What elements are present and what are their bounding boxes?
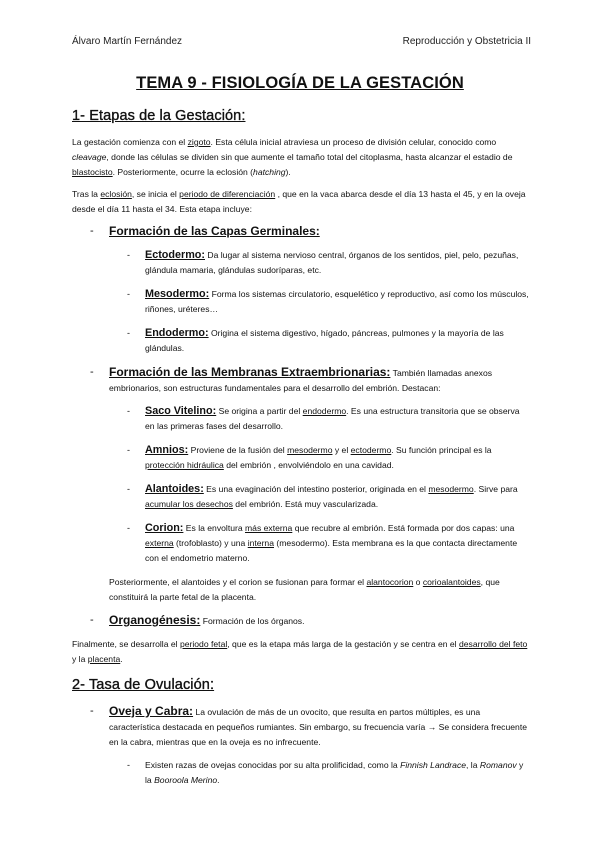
text: o: [413, 577, 423, 587]
dash-bullet: -: [127, 406, 130, 416]
course-name: Reproducción y Obstetricia II: [402, 36, 531, 47]
list-item-organogenesis: [72, 613, 531, 629]
text: Tras la: [72, 189, 101, 199]
text: Origina el sistema digestivo, hígado, páncreas, pulmones y la mayoría de las glándulas.: [145, 328, 504, 353]
alantocorion-paragraph: [72, 575, 531, 605]
term-ectodermo-ref: ectodermo: [350, 445, 392, 455]
term-alantocorion: alantocorion: [366, 577, 414, 587]
text: . Posteriormente, ocurre la eclosión (: [112, 167, 254, 177]
dash-bullet: -: [90, 225, 94, 237]
membranas-label: Formación de las Membranas Extraembrionarias:: [109, 365, 391, 379]
text: , donde las células se dividen sin que aumente el tamaño total del citoplasma, hasta alcanzar el estadio de: [106, 152, 513, 162]
term-saco-vitelino: Saco Vitelino:: [145, 405, 217, 417]
term-hatching: hatching: [253, 167, 286, 177]
term-mesodermo-ref: mesodermo: [287, 445, 333, 455]
text: y la: [72, 654, 88, 664]
term-periodo-fetal: periodo fetal: [179, 639, 228, 649]
list-item-membranas: [72, 365, 531, 396]
text: La gestación comienza con el: [72, 137, 188, 147]
text: , que es la etapa más larga de la gestación y se centra en el: [227, 639, 459, 649]
differentiation-paragraph: [72, 187, 531, 217]
term-alantoides: Alantoides:: [145, 483, 204, 495]
term-zigoto: zigoto: [187, 137, 211, 147]
term-interna: interna: [247, 538, 274, 548]
capas-label: Formación de las Capas Germinales:: [109, 224, 320, 238]
term-endodermo: Endodermo:: [145, 327, 209, 339]
text: que recubre al embrión. Está formada por dos capas: una: [292, 523, 515, 533]
section2-heading: 2- Tasa de Ovulación:: [72, 677, 215, 693]
text: Da lugar al sistema nervioso central, órganos de los sentidos, piel, pelo, pezuñas, glándula mamaria, glándulas sudoríparas, etc.: [145, 250, 519, 275]
dash-bullet: -: [127, 760, 130, 770]
text: La ovulación de más de un ovocito, que resulta en partos múltiples, es una característica destacada en pequeños rumiantes. Sin embargo, su frecuencia varía → Se considera frecuente en la cabra, mientras que en la oveja es no infrecuente.: [109, 707, 527, 747]
list-item-endodermo: [72, 326, 531, 356]
oveja-cabra-label: Oveja y Cabra:: [109, 704, 194, 718]
term-acumular: acumular los desechos: [145, 499, 233, 509]
organogenesis-label: Organogénesis:: [109, 613, 201, 627]
term-eclosion: eclosión: [100, 189, 132, 199]
list-item-oveja-cabra: [72, 704, 531, 750]
text: y la: [145, 760, 524, 785]
text: . Esta célula inicial atraviesa un proceso de división celular, conocido como: [210, 137, 497, 147]
text: (trofoblasto) y una: [173, 538, 248, 548]
dash-bullet: -: [127, 328, 130, 338]
text: .: [217, 775, 220, 785]
term-externa: externa: [145, 538, 174, 548]
term-placenta: placenta: [87, 654, 121, 664]
text: ).: [285, 167, 291, 177]
breed-romanov: Romanov: [479, 760, 517, 770]
dash-bullet: -: [127, 445, 130, 455]
author-name: Álvaro Martín Fernández: [72, 36, 183, 47]
list-item-alantoides: [72, 482, 531, 512]
text: . Es una estructura transitoria que se observa en las primeras fases del desarrollo.: [145, 406, 520, 431]
text: Existen razas de ovejas conocidas por su alta prolificidad, como la: [145, 760, 401, 770]
text: . Sirve para: [473, 484, 518, 494]
list-item-corion: [72, 521, 531, 566]
text: del embrión , envolviéndolo en una cavidad.: [223, 460, 394, 470]
term-endodermo-ref: endodermo: [302, 406, 347, 416]
term-blastocisto: blastocisto: [72, 167, 113, 177]
document-body: [72, 108, 531, 797]
term-desarrollo-feto: desarrollo del feto: [458, 639, 528, 649]
text: y el: [332, 445, 351, 455]
text: Formación de los órganos.: [200, 616, 305, 626]
dash-bullet: -: [90, 366, 94, 378]
text: Es la envoltura: [183, 523, 246, 533]
text: del embrión. Está muy vascularizada.: [232, 499, 379, 509]
dash-bullet: -: [127, 250, 130, 260]
final-paragraph: [72, 637, 531, 667]
text: Se origina a partir del: [216, 406, 303, 416]
text: , que constituirá la parte fetal de la placenta.: [109, 577, 500, 602]
breed-finnish: Finnish Landrace: [400, 760, 467, 770]
text: Posteriormente, el alantoides y el corion se fusionan para formar el: [109, 577, 367, 587]
term-corion: Corion:: [145, 522, 184, 534]
text: , que en la vaca abarca desde el día 13 hasta el 45, y en la oveja desde el día 11 hasta el 34. Esta etapa incluye:: [72, 189, 526, 214]
text: , se inicia el: [131, 189, 180, 199]
text: Finalmente, se desarrolla el: [72, 639, 180, 649]
dash-bullet: -: [90, 614, 94, 626]
list-item-ectodermo: [72, 248, 531, 278]
term-mesodermo: Mesodermo:: [145, 288, 210, 300]
term-mesodermo-ref: mesodermo: [428, 484, 474, 494]
dash-bullet: -: [127, 523, 130, 533]
text: Proviene de la fusión del: [188, 445, 288, 455]
list-item-saco-vitelino: [72, 404, 531, 434]
term-proteccion: protección hidráulica: [145, 460, 224, 470]
dash-bullet: -: [127, 484, 130, 494]
term-cleavage: cleavage: [72, 152, 107, 162]
list-item-capas: [72, 224, 531, 240]
text: (mesodermo). Esta membrana es la que contacta directamente con el endometrio materno.: [145, 538, 518, 563]
list-item-mesodermo: [72, 287, 531, 317]
term-amnios: Amnios:: [145, 444, 189, 456]
text: .: [120, 654, 123, 664]
text: Es una evaginación del intestino posterior, originada en el: [203, 484, 429, 494]
text: . Su función principal es la: [391, 445, 492, 455]
dash-bullet: -: [90, 705, 94, 717]
breed-booroola: Booroola Merino: [154, 775, 218, 785]
section1-heading: 1- Etapas de la Gestación:: [72, 108, 246, 124]
intro-paragraph: [72, 135, 531, 180]
term-mas-externa: más externa: [245, 523, 293, 533]
page-title: TEMA 9 - FISIOLOGÍA DE LA GESTACIÓN: [136, 74, 464, 92]
text: Forma los sistemas circulatorio, esquelético y reproductivo, así como los músculos, riñones, uréteres…: [145, 289, 529, 314]
term-corioalantoides: corioalantoides: [422, 577, 481, 587]
text: , la: [466, 760, 480, 770]
term-periodo: periodo de diferenciación: [179, 189, 276, 199]
term-ectodermo: Ectodermo:: [145, 249, 205, 261]
dash-bullet: -: [127, 289, 130, 299]
list-item-razas: [72, 758, 531, 788]
text: También llamadas anexos embrionarios, son estructuras fundamentales para el desarrollo del embrión. Destacan:: [109, 368, 493, 393]
list-item-amnios: [72, 443, 531, 473]
